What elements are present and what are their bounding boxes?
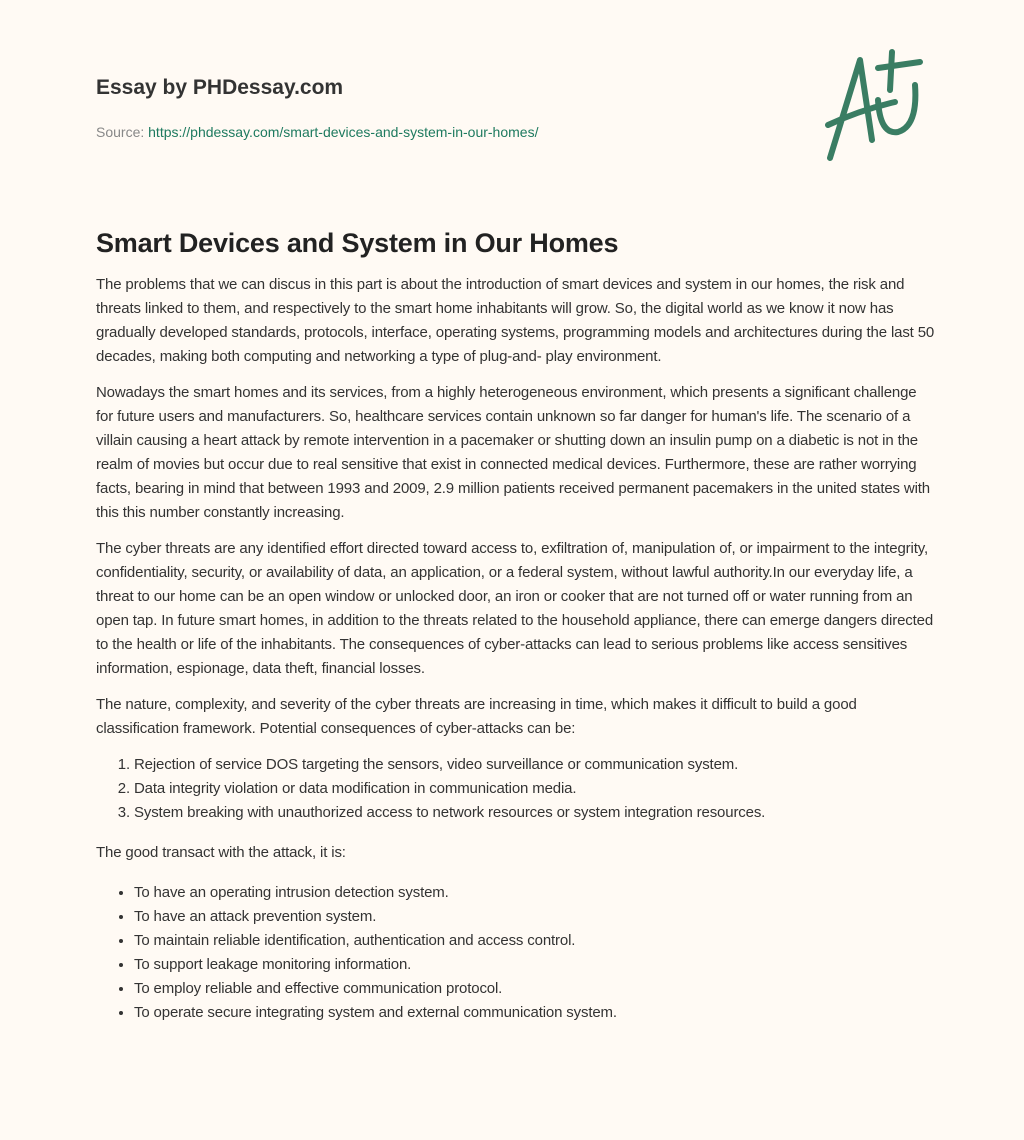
source-line <box>96 124 538 140</box>
list-item: • To support leakage monitoring information. <box>134 953 936 977</box>
source-link[interactable]: https://phdessay.com/smart-devices-and-system-in-our-homes/ <box>148 124 539 140</box>
site-title: Essay by PHDessay.com <box>96 76 344 99</box>
countermeasures-list <box>96 881 936 1025</box>
list-intro: The good transact with the attack, it is: <box>96 844 346 861</box>
article-title: Smart Devices and System in Our Homes <box>96 228 619 258</box>
list-item: 3. System breaking with unauthorized access to network resources or system integration resources. <box>134 801 936 825</box>
paragraph: Nowadays the smart homes and its services, from a highly heterogeneous environment, which presents a significant challenge for future users and manufacturers. So, healthcare services contain unknown so far danger for human's life. The scenario of a villain causing a heart attack by remote intervention in a pacemaker or shutting down an insulin pump on a diabetic is not in the realm of movies but occur due to real sensitive that exist in connected medical devices. Furthermore, these are rather worrying facts, bearing in mind that between 1993 and 2009, 2.9 million patients received permanent pacemakers in the united states with this this number constantly increasing. <box>96 384 930 521</box>
list-item: • To have an attack prevention system. <box>134 905 936 929</box>
list-item: • To employ reliable and effective communication protocol. <box>134 977 936 1001</box>
article <box>96 228 936 1041</box>
source-label: Source: <box>96 124 145 140</box>
list-item: 2. Data integrity violation or data modification in communication media. <box>134 777 936 801</box>
list-item: • To maintain reliable identification, authentication and access control. <box>134 929 936 953</box>
list-item: • To operate secure integrating system and external communication system. <box>134 1001 936 1025</box>
list-item: 1. Rejection of service DOS targeting the sensors, video surveillance or communication system. <box>134 753 936 777</box>
list-item: • To have an operating intrusion detection system. <box>134 881 936 905</box>
a-plus-logo-icon <box>820 40 930 165</box>
paragraph: The nature, complexity, and severity of the cyber threats are increasing in time, which makes it difficult to build a good classification framework. Potential consequences of cyber-attacks can be: <box>96 696 857 737</box>
paragraph: The cyber threats are any identified effort directed toward access to, exfiltration of, manipulation of, or impairment to the integrity, confidentiality, security, or availability of data, an application, or a federal system, without lawful authority.In our everyday life, a threat to our home can be an open window or unlocked door, an iron or cooker that are not turned off or water running from an open tap. In future smart homes, in addition to the threats related to the household appliance, there can emerge dangers directed to the health or life of the inhabitants. The consequences of cyber-attacks can lead to serious problems like access sensitives information, espionage, data theft, financial losses. <box>96 540 934 677</box>
consequences-list <box>96 753 936 825</box>
paragraph: The problems that we can discus in this part is about the introduction of smart devices and system in our homes, the risk and threats linked to them, and respectively to the smart home inhabitants will grow. So, the digital world as we know it now has gradually developed standards, protocols, interface, operating systems, programming models and architectures during the last 50 decades, making both computing and networking a type of plug-and- play environment. <box>96 276 935 365</box>
